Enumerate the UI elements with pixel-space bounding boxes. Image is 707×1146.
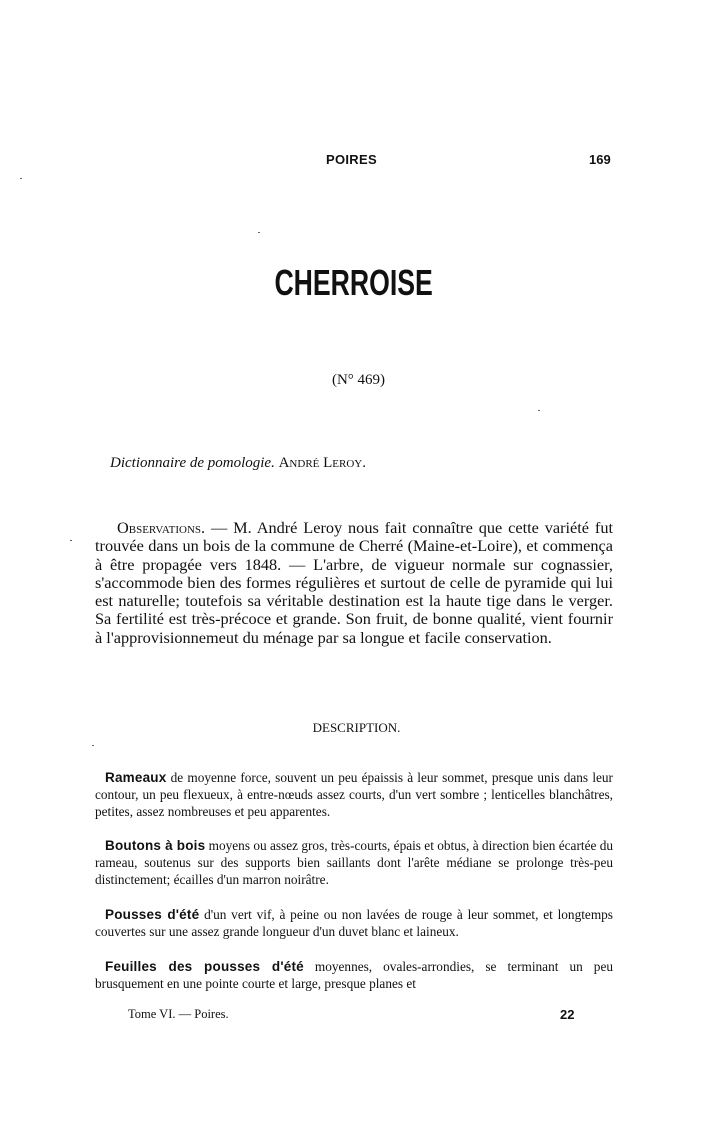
description-text: de moyenne force, souvent un peu épaissis à leur sommet, presque unis dans leur contour, un peu flexueux, à entre-nœuds assez courts, d'un vert sombre ; lenticelles blanchâtres, petites, assez nombreuses et peu apparentes.: [95, 770, 613, 819]
page-footer: [0, 1007, 707, 1025]
running-head: [0, 152, 707, 172]
footer-signature: 22: [560, 1007, 575, 1022]
observations-paragraph: [95, 519, 613, 647]
observations-lead: Observations.: [117, 518, 206, 537]
scan-speck: [70, 540, 72, 541]
description-term: Rameaux: [105, 770, 167, 785]
scan-speck: [92, 745, 94, 746]
entry-title: CHERROISE: [274, 262, 433, 303]
description-text: moyens ou assez gros, très-courts, épais et obtus, à direction bien écartée du rameau, soutenus sur des supports bien saillants dont l'arête médiane se prolonge très-peu distinctement; écailles d'un marron noirâtre.: [95, 838, 613, 887]
entry-number: (N° 469): [331, 372, 386, 388]
source-title: Dictionnaire de pomologie.: [110, 455, 275, 471]
footer-volume: Tome VI. — Poires.: [128, 1007, 229, 1021]
description-term: Feuilles des pousses d'été: [105, 959, 304, 974]
description-heading: DESCRIPTION.: [312, 720, 401, 735]
description-term: Pousses d'été: [105, 907, 200, 922]
page-number: 169: [589, 152, 611, 167]
description-text: moyennes, ovales-arrondies, se terminant un peu brusquement en une pointe courte et large, presque planes et: [95, 959, 613, 991]
source-author: André Leroy.: [278, 455, 366, 471]
source-citation: [110, 455, 366, 472]
description-paragraph: [95, 958, 613, 992]
scan-speck: [20, 178, 22, 179]
observations-text: — M. André Leroy nous fait connaître que cette variété fut trouvée dans un bois de la commune de Cherré (Maine-et-Loire), et commença à être propagée vers 1848. — L'arbre, de vigueur normale sur cognassier, s'accommode bien des formes régulières et surtout de celle de pyramide qui lui est naturelle; toutefois sa véritable destination est la haute tige dans le verger. Sa fertilité est très-précoce et grande. Son fruit, de bonne qualité, vient fournir à l'approvisionnemeut du ménage par sa longue et facile conservation.: [95, 518, 613, 647]
description-paragraph: [95, 906, 613, 940]
description-term: Boutons à bois: [105, 838, 206, 853]
scan-speck: [538, 410, 540, 411]
running-head-title: POIRES: [326, 152, 377, 167]
description-paragraph: [95, 837, 613, 888]
description-paragraph: [95, 769, 613, 820]
description-text: d'un vert vif, à peine ou non lavées de rouge à leur sommet, et longtemps couvertes sur une assez grande longueur d'un duvet blanc et laineux.: [95, 907, 613, 939]
scan-speck: [258, 232, 260, 233]
